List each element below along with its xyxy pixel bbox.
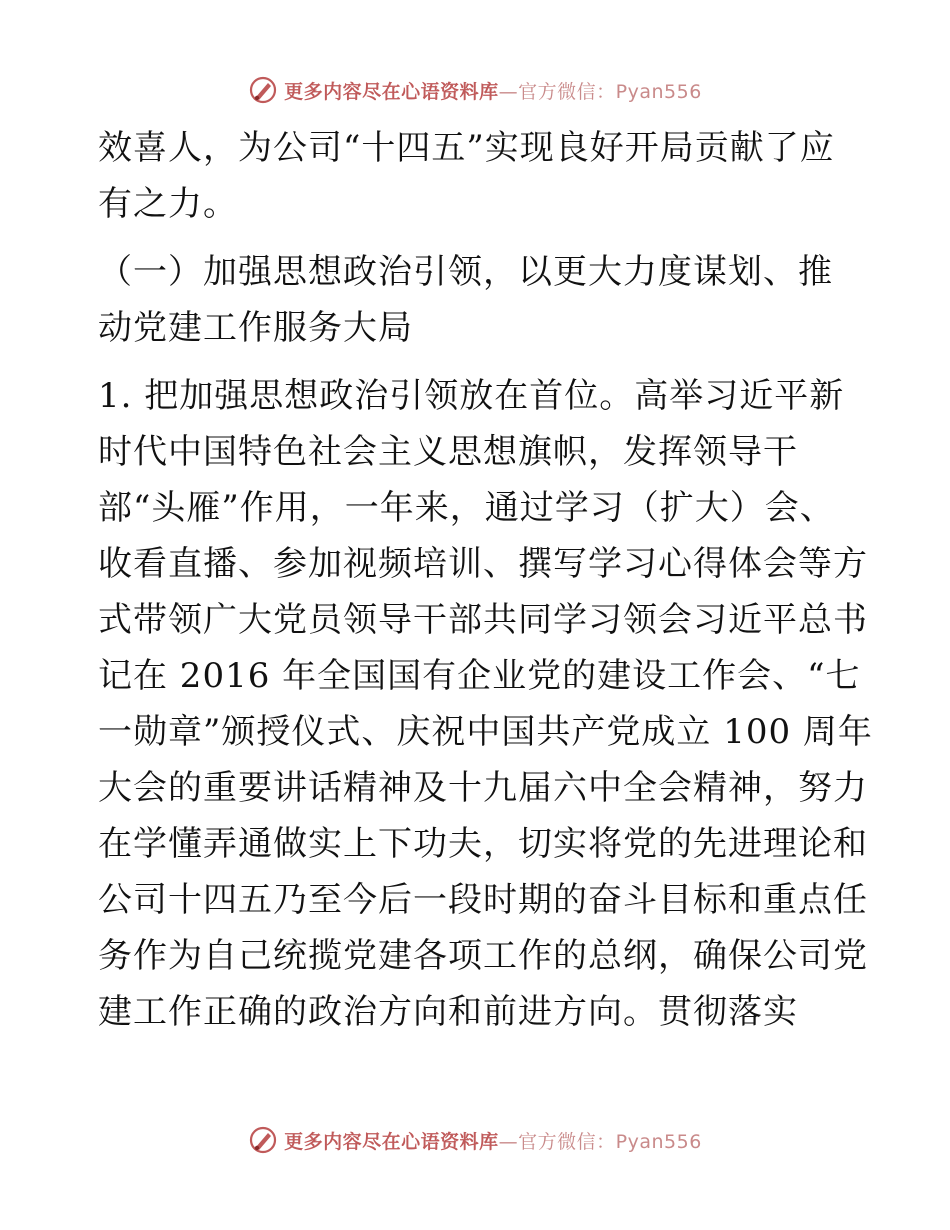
body-line: 式带领广大党员领导干部共同学习领会习近平总书 xyxy=(98,600,868,640)
watermark-text: 更多内容尽在心语资料库—官方微信：Pyan556 xyxy=(284,80,702,103)
section-heading-line: （一）加强思想政治引领，以更大力度谋划、推 xyxy=(98,252,833,292)
body-line: 有之力。 xyxy=(98,184,238,224)
body-line: 公司十四五乃至今后一段时期的奋斗目标和重点任 xyxy=(98,880,868,920)
body-line: 部“头雁”作用，一年来，通过学习（扩大）会、 xyxy=(98,488,835,528)
body-line: 在学懂弄通做实上下功夫，切实将党的先进理论和 xyxy=(98,824,868,864)
header-watermark xyxy=(0,70,950,110)
body-line: 效喜人，为公司“十四五”实现良好开局贡献了应 xyxy=(98,128,835,168)
body-line: 一勋章”颁授仪式、庆祝中国共产党成立 100 周年 xyxy=(98,712,873,752)
body-line: 建工作正确的政治方向和前进方向。贯彻落实 xyxy=(98,992,798,1032)
body-line: 1. 把加强思想政治引领放在首位。高举习近平新 xyxy=(98,376,845,416)
watermark-text: 更多内容尽在心语资料库—官方微信：Pyan556 xyxy=(284,1130,702,1153)
pen-logo-icon xyxy=(248,1125,278,1155)
body-line: 时代中国特色社会主义思想旗帜，发挥领导干 xyxy=(98,432,798,472)
section-heading-line: 动党建工作服务大局 xyxy=(98,308,413,348)
pen-logo-icon xyxy=(248,75,278,105)
body-line: 记在 2016 年全国国有企业党的建设工作会、“七 xyxy=(98,656,861,696)
body-line: 收看直播、参加视频培训、撰写学习心得体会等方 xyxy=(98,544,868,584)
body-line: 务作为自己统揽党建各项工作的总纲，确保公司党 xyxy=(98,936,868,976)
body-line: 大会的重要讲话精神及十九届六中全会精神，努力 xyxy=(98,768,868,808)
document-body xyxy=(98,120,873,1040)
footer-watermark xyxy=(0,1120,950,1160)
